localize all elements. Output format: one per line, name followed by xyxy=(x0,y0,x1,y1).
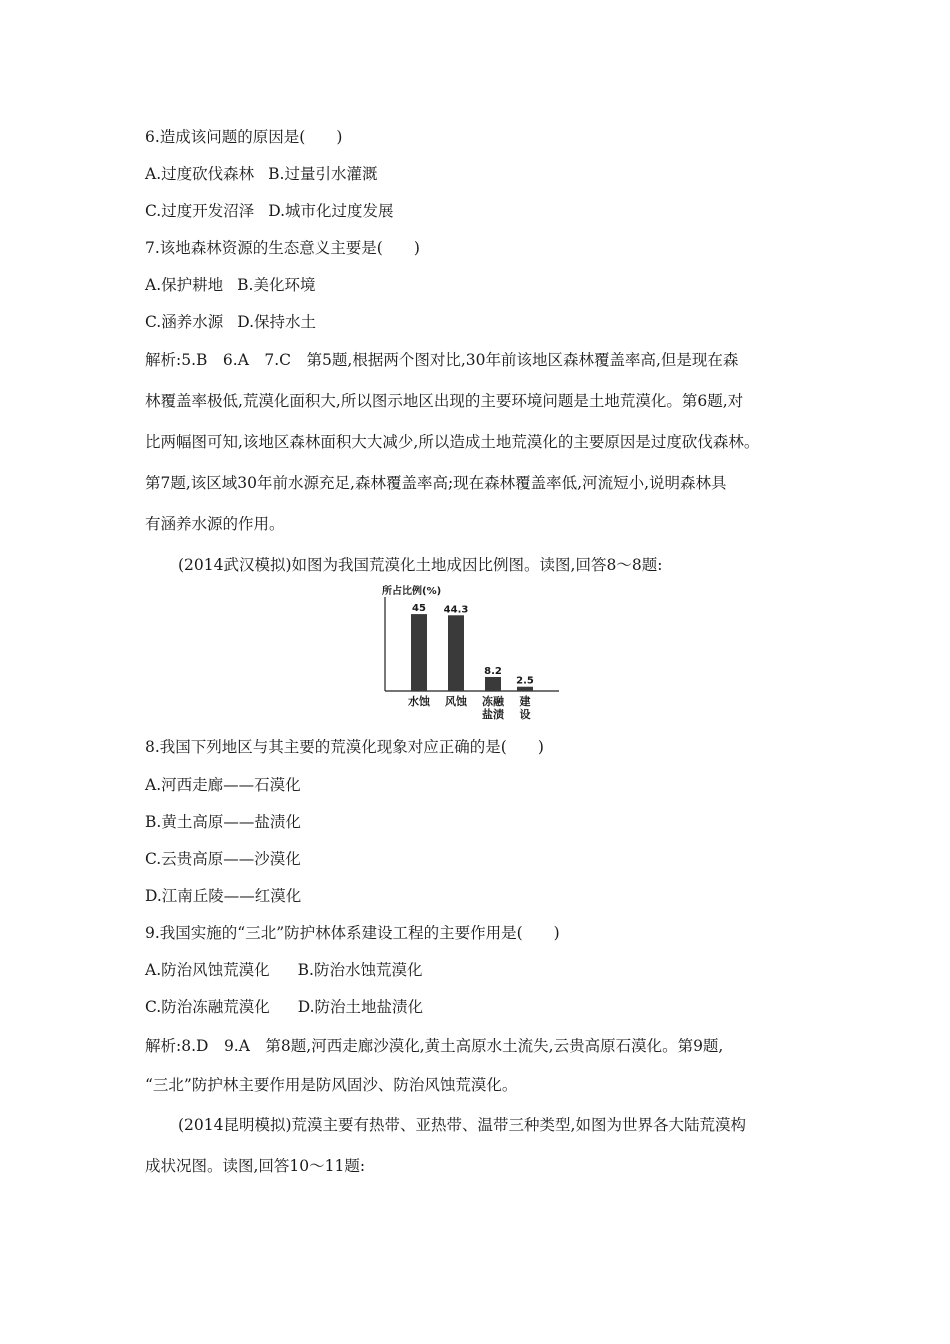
analysis1-line: 比两幅图可知,该地区森林面积大大减少,所以造成土地荒漠化的主要原因是过度砍伐森林。 xyxy=(145,433,760,451)
q9-stem: 9.我国实施的“三北”防护林体系建设工程的主要作用是( ) xyxy=(145,924,560,942)
analysis1-line: 林覆盖率极低,荒漠化面积大,所以图示地区出现的主要环境问题是土地荒漠化。第6题,对 xyxy=(145,392,744,410)
intro3-line: (2014昆明模拟)荒漠主要有热带、亚热带、温带三种类型,如图为世界各大陆荒漠构 xyxy=(178,1116,746,1134)
q6-option-c[interactable]: C.过度开发沼泽 xyxy=(145,202,255,220)
q7-stem: 7.该地森林资源的生态意义主要是( ) xyxy=(145,239,420,257)
intro-chart: (2014武汉模拟)如图为我国荒漠化土地成因比例图。读图,回答8～8题: xyxy=(178,556,663,574)
q8-option-d[interactable]: D.江南丘陵——红漠化 xyxy=(145,887,302,905)
q7-options-ab xyxy=(145,275,315,295)
q8-option-b[interactable]: B.黄土高原——盐渍化 xyxy=(145,813,301,831)
q7-options-cd xyxy=(145,312,316,332)
analysis1-line: 有涵养水源的作用。 xyxy=(145,515,285,533)
intro3-line: 成状况图。读图,回答10～11题: xyxy=(145,1157,366,1175)
q9-option-d[interactable]: D.防治土地盐渍化 xyxy=(297,998,424,1016)
category-label-1: 风蚀 xyxy=(445,695,467,708)
q9-options-cd xyxy=(145,997,423,1017)
q9-option-c[interactable]: C.防治冻融荒漠化 xyxy=(145,998,270,1016)
analysis1-line: 第7题,该区域30年前水源充足,森林覆盖率高;现在森林覆盖率低,河流短小,说明森林具 xyxy=(145,474,727,492)
category-label-2: 盐渍 xyxy=(482,708,504,721)
data-label-0: 45 xyxy=(412,603,426,615)
bar-0 xyxy=(411,614,427,691)
q8-option-a[interactable]: A.河西走廊——石漠化 xyxy=(145,776,301,794)
q6-options-ab xyxy=(145,164,377,184)
q6-option-d[interactable]: D.城市化过度发展 xyxy=(268,202,394,220)
bar-1 xyxy=(448,615,464,691)
q9-option-b[interactable]: B.防治水蚀荒漠化 xyxy=(297,961,423,979)
category-label-3: 建 xyxy=(519,695,531,708)
y-axis-label: 所占比例(%) xyxy=(382,586,442,597)
data-label-3: 2.5 xyxy=(516,675,534,687)
q7-option-d[interactable]: D.保持水土 xyxy=(237,313,317,331)
q9-options-ab xyxy=(145,960,422,980)
analysis2-line: 解析:8.D 9.A 第8题,河西走廊沙漠化,黄土高原水土流失,云贵高原石漠化。第9题, xyxy=(145,1037,724,1055)
q6-stem: 6.造成该问题的原因是( ) xyxy=(145,128,343,146)
analysis1-line: 解析:5.B 6.A 7.C 第5题,根据两个图对比,30年前该地区森林覆盖率高,但是现在森 xyxy=(145,351,739,369)
q8-option-c[interactable]: C.云贵高原——沙漠化 xyxy=(145,850,301,868)
category-label-0: 水蚀 xyxy=(408,695,430,708)
q7-option-a[interactable]: A.保护耕地 xyxy=(145,276,224,294)
analysis2-line: “三北”防护林主要作用是防风固沙、防治风蚀荒漠化。 xyxy=(145,1076,518,1094)
q9-option-a[interactable]: A.防治风蚀荒漠化 xyxy=(145,961,270,979)
q8-stem: 8.我国下列地区与其主要的荒漠化现象对应正确的是( ) xyxy=(145,738,544,756)
q7-option-b[interactable]: B.美化环境 xyxy=(237,276,316,294)
data-label-2: 8.2 xyxy=(484,665,502,677)
bar-2 xyxy=(485,677,501,691)
category-label-3: 设 xyxy=(519,708,531,721)
q6-option-b[interactable]: B.过量引水灌溉 xyxy=(268,165,378,183)
q7-option-c[interactable]: C.涵养水源 xyxy=(145,313,224,331)
q6-option-a[interactable]: A.过度砍伐森林 xyxy=(145,165,255,183)
category-label-2: 冻融 xyxy=(482,695,504,708)
desertification-cause-chart xyxy=(366,582,566,722)
q6-options-cd xyxy=(145,201,394,221)
data-label-1: 44.3 xyxy=(443,604,469,616)
bar-3 xyxy=(517,687,533,691)
